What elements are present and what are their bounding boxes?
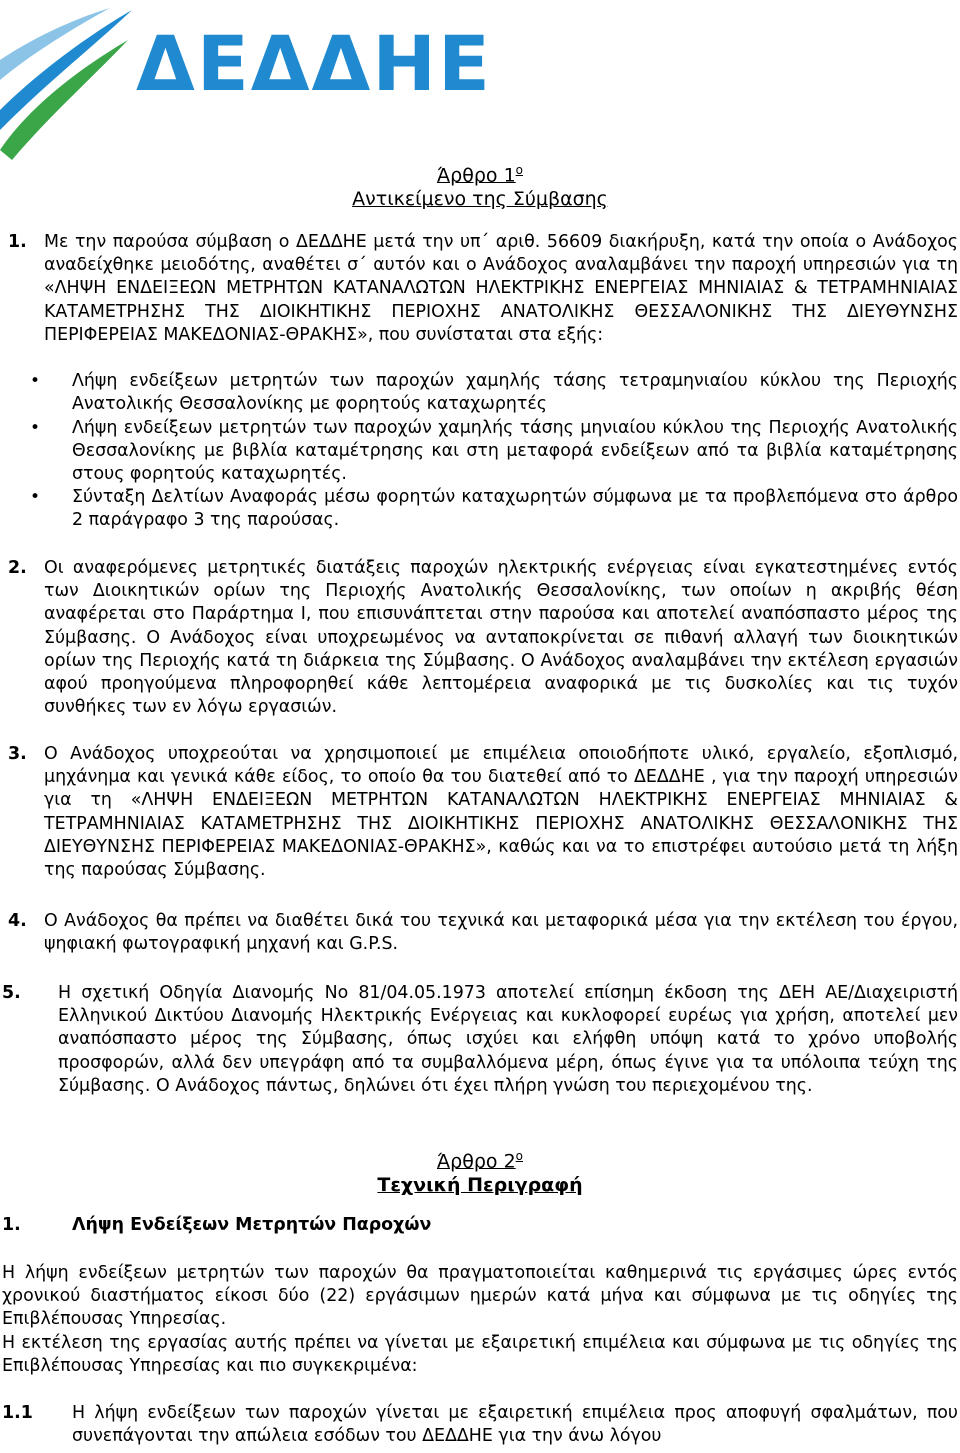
article-2-para-2: Η εκτέλεση της εργασίας αυτής πρέπει να γίνεται με εξαιρετική επιμέλεια και σύμφωνα με τις οδηγίες της Επιβλέπουσας Υπηρεσίας και πιο συγκεκριμένα: — [2, 1333, 958, 1377]
article-2-heading — [0, 1144, 960, 1197]
bullet-item-1: Λήψη ενδείξεων μετρητών των παροχών χαμηλής τάσης τετραμηνιαίου κύκλου της Περιοχής Ανατολικής Θεσσαλονίκης με φορητούς καταχωρητές — [72, 371, 958, 415]
section-1-title: Λήψη Ενδείξεων Μετρητών Παροχών — [72, 1215, 432, 1235]
logo-wordmark: ΔΕΔΔΗΕ — [136, 19, 492, 108]
para-4: Ο Ανάδοχος θα πρέπει να διαθέτει δικά του τεχνικά και μεταφορικά μέσα για την εκτέλεση του έργου, ψηφιακή φωτογραφική μηχανή και G.P.S. — [44, 911, 958, 955]
para-1-number: 1. — [8, 232, 27, 252]
para-2-number: 2. — [8, 558, 27, 578]
article-2-title: Άρθρο 2 — [437, 1150, 516, 1173]
article-2-title-sup: ο — [515, 1149, 523, 1163]
para-3-number: 3. — [8, 744, 27, 764]
bullet-item-3: Σύνταξη Δελτίων Αναφοράς μέσω φορητών καταχωρητών σύμφωνα με τα προβλεπόμενα στο άρθρο 2 παράγραφο 3 της παρούσας. — [72, 487, 958, 531]
para-1: Με την παρούσα σύμβαση ο ΔΕΔΔΗΕ μετά την υπ΄ αριθ. 56609 διακήρυξη, κατά την οποία ο Ανάδοχος αναδείχθηκε μειοδότης, αναθέτει σ΄ αυτόν και ο Ανάδοχος αναλαμβάνει την παροχή υπηρεσιών για τη «ΛΗΨΗ ΕΝΔΕΙΞΕΩΝ ΜΕΤΡΗΤΩΝ ΚΑΤΑΝΑΛΩΤΩΝ ΗΛΕΚΤΡΙΚΗΣ ΕΝΕΡΓΕΙΑΣ ΜΗΝΙΑΙΑΣ & ΤΕΤΡΑΜΗΝΙΑΙΑΣ ΚΑΤΑΜΕΤΡΗΣΗΣ ΤΗΣ ΔΙΟΙΚΗΤΙΚΗΣ ΠΕΡΙΟΧΗΣ ΑΝΑΤΟΛΙΚΗΣ ΘΕΣΣΑΛΟΝΙΚΗΣ ΤΗΣ ΔΙΕΥΘΥΝΣΗΣ ΠΕΡΙΦΕΡΕΙΑΣ ΜΑΚΕΔΟΝΙΑΣ-ΘΡΑΚΗΣ», που συνίσταται στα εξής: — [44, 232, 958, 345]
para-3: Ο Ανάδοχος υποχρεούται να χρησιμοποιεί με επιμέλεια οποιοδήποτε υλικό, εργαλείο, εξοπλισμό, μηχάνημα και γενικά κάθε είδος, το οποίο θα του διατεθεί από το ΔΕΔΔΗΕ , για την παροχή υπηρεσιών για τη «ΛΗΨΗ ΕΝΔΕΙΞΕΩΝ ΜΕΤΡΗΤΩΝ ΚΑΤΑΝΑΛΩΤΩΝ ΗΛΕΚΤΡΙΚΗΣ ΕΝΕΡΓΕΙΑΣ ΜΗΝΙΑΙΑΣ & ΤΕΤΡΑΜΗΝΙΑΙΑΣ ΚΑΤΑΜΕΤΡΗΣΗΣ ΤΗΣ ΔΙΟΙΚΗΤΙΚΗΣ ΠΕΡΙΟΧΗΣ ΑΝΑΤΟΛΙΚΗΣ ΘΕΣΣΑΛΟΝΙΚΗΣ ΤΗΣ ΔΙΕΥΘΥΝΣΗΣ ΠΕΡΙΦΕΡΕΙΑΣ ΜΑΚΕΔΟΝΙΑΣ-ΘΡΑΚΗΣ», καθώς και να το επιστρέφει αυτούσιο μετά τη λήξη της παρούσας Σύμβασης. — [44, 744, 958, 881]
article-1-title: Άρθρο 1 — [437, 164, 516, 187]
section-1-number: 1. — [2, 1215, 21, 1235]
para-2: Οι αναφερόμενες μετρητικές διατάξεις παροχών ηλεκτρικής ενέργειας είναι εγκατεστημένες εντός των Διοικητικών ορίων της Περιοχής Ανατολικής Θεσσαλονίκης, των οποίων η ακριβής θέση αναφέρεται στο Παράρτημα Ι, που επισυνάπτεται στην παρούσα και αποτελεί αναπόσπαστο μέρος της Σύμβασης. Ο Ανάδοχος είναι υποχρεωμένος να ανταποκρίνεται σε πιθανή αλλαγή των διοικητικών ορίων της Περιοχής κατά τη διάρκεια της Σύμβασης. Ο Ανάδοχος αναλαμβάνει την εκτέλεση εργασιών αφού προηγούμενα πληροφορηθεί κάθε λεπτομέρεια αναφορικά με τις δυσκολίες και τις τυχόν συνθήκες των εν λόγω εργασιών. — [44, 558, 958, 718]
bullet-item-2: Λήψη ενδείξεων μετρητών των παροχών χαμηλής τάσης μηνιαίου κύκλου της Περιοχής Ανατολικής Θεσσαλονίκης με βιβλία καταμέτρησης και στη μεταφορά ενδείξεων από τα βιβλία καταμέτρησης στους φορητούς καταχωρητές. — [72, 418, 958, 485]
bullet-icon: • — [30, 418, 41, 438]
para-4-number: 4. — [8, 911, 27, 931]
bullet-icon: • — [30, 487, 41, 507]
article-2-para-1: Η λήψη ενδείξεων μετρητών των παροχών θα πραγματοποιείται καθημερινά τις εργάσιμες ώρες εντός χρονικού διαστήματος είκοσι δύο (22) εργάσιμων ημερών κατά μήνα και σύμφωνα με τις οδηγίες της Επιβλέπουσας Υπηρεσίας. — [2, 1263, 958, 1330]
subsection-1-1-number: 1.1 — [2, 1403, 33, 1423]
para-5: Η σχετική Οδηγία Διανομής Νο 81/04.05.1973 αποτελεί επίσημη έκδοση της ΔΕΗ ΑΕ/Διαχειριστή Ελληνικού Δικτύου Διανομής Ηλεκτρικής Ενέργειας και κυκλοφορεί ευρέως για χρήση, αποτελεί μεν αναπόσπαστο μέρος της Σύμβασης, όπως ισχύει και ελήφθη υπόψη κατά το χρόνο υποβολής προσφορών, αλλά δεν υπεγράφη από τα συμβαλλόμενα μέρη, όπως έγινε για τα υπόλοιπα τεύχη της Σύμβασης. Ο Ανάδοχος πάντως, δηλώνει ότι έχει πλήρη γνώση του περιεχομένου της. — [58, 983, 958, 1096]
logo — [0, 0, 492, 160]
article-2-subtitle: Τεχνική Περιγραφή — [377, 1174, 583, 1197]
bullet-icon: • — [30, 371, 41, 391]
para-5-number: 5. — [2, 983, 21, 1003]
article-1-subtitle: Αντικείμενο της Σύμβασης — [352, 188, 608, 211]
article-1-title-sup: ο — [515, 163, 523, 177]
logo-swoosh-icon — [0, 0, 140, 160]
subsection-1-1-text: Η λήψη ενδείξεων των παροχών γίνεται με εξαιρετική επιμέλεια προς αποφυγή σφαλμάτων, που συνεπάγονται την απώλεια εσόδων του ΔΕΔΔΗΕ για την άνω λόγου — [72, 1403, 958, 1447]
article-1-heading — [0, 158, 960, 211]
